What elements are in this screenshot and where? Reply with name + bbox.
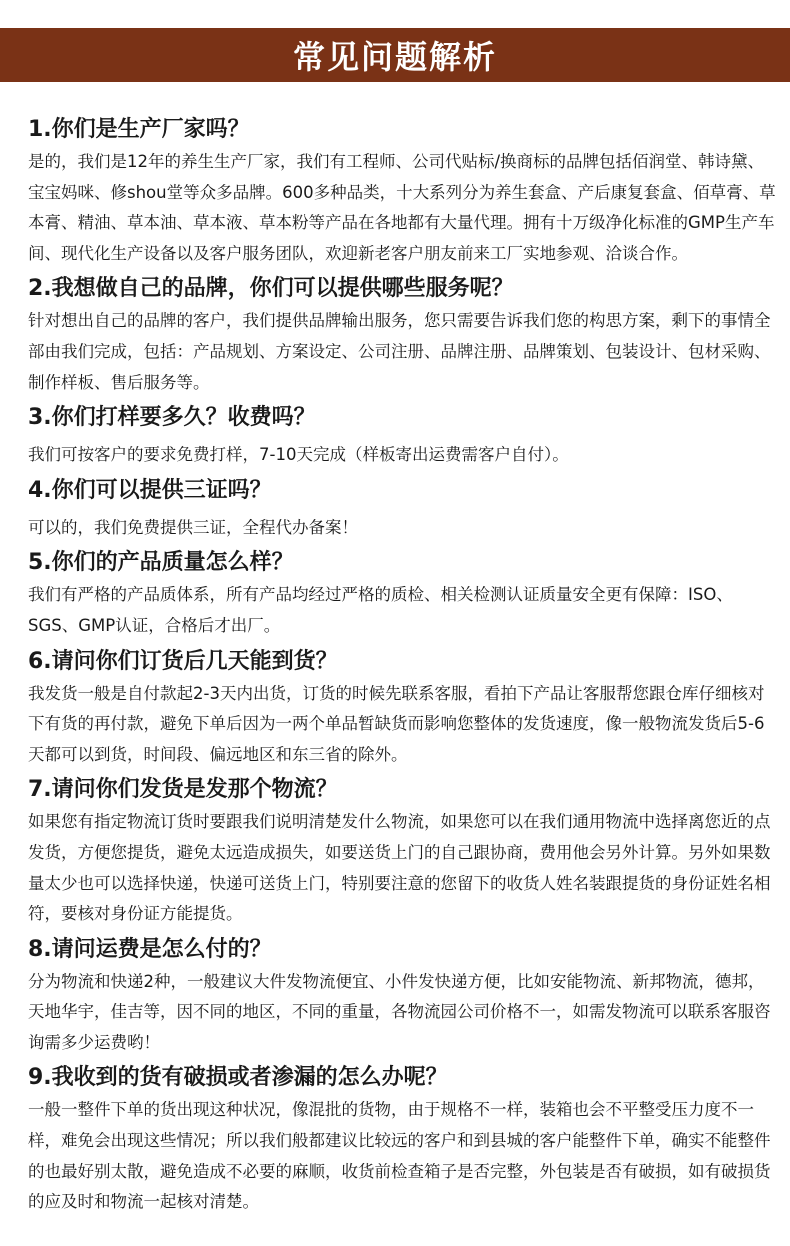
faq-question: 3.你们打样要多久？收费吗？: [28, 405, 316, 431]
faq-answer: 一般一整件下单的货出现这种状况，像混批的货物，由于规格不一样，装箱也会不平整受压力度不一样，难免会出现这些情况；所以我们般都建议比较远的客户和到县城的客户能整件下单，确实不能整件的也最好别太散，避免造成不必要的麻顺，收货前检查箱子是否完整，外包装是否有破损，如有破损货的应及时和物流一起核对清楚。: [28, 1100, 771, 1212]
faq-answer: 如果您有指定物流订货时要跟我们说明清楚发什么物流，如果您可以在我们通用物流中选择离您近的点发货，方便您提货，避免太远造成损失，如要送货上门的自己跟协商，费用他会另外计算。另外如果数量太少也可以选择快递，快递可送货上门，特别要注意的您留下的收货人姓名装跟提货的身份证姓名相符，要核对身份证方能提货。: [28, 812, 771, 924]
faq-item-8: [28, 934, 780, 1059]
page-header: [0, 28, 790, 82]
faq-question: 1.你们是生产厂家吗？: [28, 117, 250, 142]
faq-question: 7.请问你们发货是发那个物流？: [28, 777, 338, 803]
faq-answer: 是的，我们是12年的养生生产厂家，我们有工程师、公司代贴标/换商标的品牌包括佰润堂、韩诗黛、宝宝妈咪、修shou堂等众多品牌。600多种品类，十大系列分为养生套盒、产后康复套盒、佰草膏、草本膏、精油、草本油、草本液、草本粉等产品在各地都有大量代理。拥有十万级净化标准的GMP生产车间、现代化生产设备以及客户服务团队，欢迎新老客户朋友前来工厂实地参观、洽谈合作。: [28, 152, 776, 263]
page-title: 常见问题解析: [292, 38, 497, 76]
faq-item-4: [28, 475, 780, 544]
faq-answer: 分为物流和快递2种，一般建议大件发物流便宜、小件发快递方便，比如安能物流、新邦物流，德邦，天地华宇，佳吉等，因不同的地区，不同的重量，各物流园公司价格不一，如需发物流可以联系客服咨询需多少运费哟！: [28, 971, 771, 1052]
faq-item-7: [28, 774, 780, 929]
faq-item-2: [28, 273, 780, 398]
faq-answer: 针对想出自己的品牌的客户，我们提供品牌输出服务，您只需要告诉我们您的构思方案，剩下的事情全部由我们完成，包括：产品规划、方案设定、公司注册、品牌注册、品牌策划、包装设计、包材采购、制作样板、售后服务等。: [28, 311, 771, 392]
faq-answer: 我们有严格的产品质体系，所有产品均经过严格的质检、相关检测认证质量安全更有保障：ISO、SGS、GMP认证，合格后才出厂。: [28, 585, 733, 635]
faq-question: 2.我想做自己的品牌，你们可以提供哪些服务呢？: [28, 276, 514, 302]
faq-item-1: [28, 114, 780, 269]
faq-question: 8.请问运费是怎么付的？: [28, 936, 272, 962]
faq-question: 9.我收到的货有破损或者渗漏的怎么办呢？: [28, 1065, 448, 1091]
faq-answer: 我发货一般是自付款起2-3天内出货，订货的时候先联系客服，看拍下产品让客服帮您跟仓库仔细核对下有货的再付款，避免下单后因为一两个单品暂缺货而影响您整体的发货速度，像一般物流发货后5-6天都可以到货，时间段、偏远地区和东三省的除外。: [28, 683, 765, 764]
faq-answer: 我们可按客户的要求免费打样，7-10天完成（样板寄出运费需客户自付）。: [28, 445, 569, 465]
faq-item-6: [28, 646, 780, 771]
faq-item-9: [28, 1062, 780, 1217]
faq-list: [28, 114, 780, 1222]
faq-item-5: [28, 547, 780, 641]
faq-question: 6.请问你们订货后几天能到货？: [28, 648, 338, 674]
faq-question: 4.你们可以提供三证吗？: [28, 477, 272, 503]
faq-answer: 可以的，我们免费提供三证，全程代办备案！: [28, 517, 358, 537]
faq-item-3: [28, 402, 780, 471]
faq-question: 5.你们的产品质量怎么样？: [28, 550, 294, 576]
